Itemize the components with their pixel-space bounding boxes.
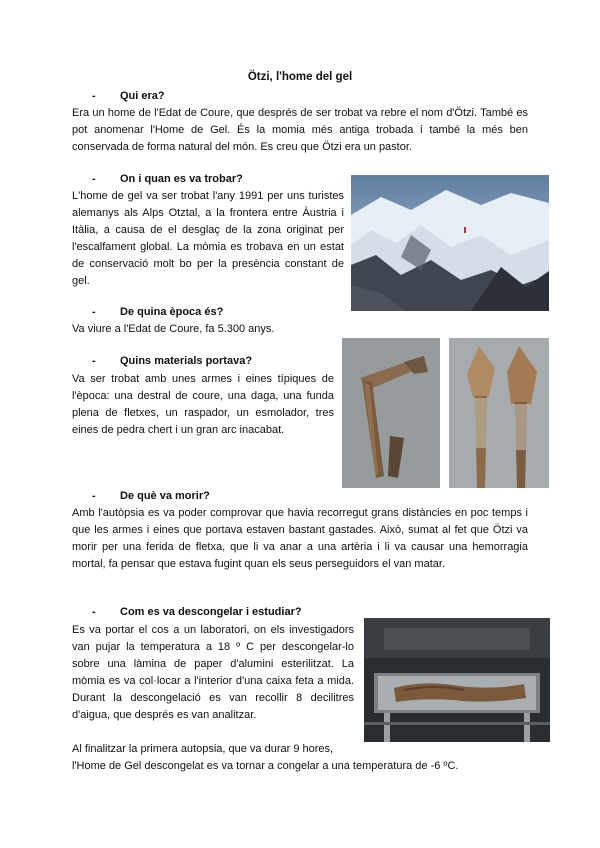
heading-qui-label: Qui era? <box>120 90 165 102</box>
paragraph-descongelar: Es va portar el cos a un laboratori, on els investigadors van pujar la temperatura a 18 º C per descongelar-lo sobre una làmina de paper d'alumini esterilitzat. La mòmia es va col·locar a l'interior d'una caixa feta a mida. Durant la descongelació es van recollir 8 decilitres d'aigua, que després es van analitzar. <box>72 624 354 721</box>
paragraph-autopsia-line1: Al finalitzar la primera autopsia, que va durar 9 hores, <box>72 743 334 755</box>
heading-on-quan <box>92 173 243 185</box>
paragraph-epoca: Va viure a l'Edat de Coure, fa 5.300 anys. <box>72 323 275 335</box>
heading-morir-label: De què va morir? <box>120 490 210 502</box>
flint-dagger-photo <box>449 338 549 488</box>
paragraph-trobar: L'home de gel va ser trobat l'any 1991 per uns turistes alemanys als Alps Otztal, a la frontera entre Àustria i Itàlia, a causa de el desglaç de la zona originat per l'escalfament global. La mòmia es trobava en un estat de conservació molt bo per la presència constant de gel. <box>72 190 344 287</box>
bullet-dash: - <box>92 306 96 318</box>
heading-materials-label: Quins materials portava? <box>120 355 253 367</box>
heading-morir <box>92 490 210 502</box>
heading-epoca-label: De quina època és? <box>120 306 224 318</box>
heading-materials <box>92 355 252 367</box>
heading-quina-epoca <box>92 306 223 318</box>
paragraph-materials: Va ser trobat amb unes armes i eines típiques de l'època: una destral de coure, una daga, una funda plena de fletxes, un raspador, un esmolador, tres eines de pedra chert i un gran arc inacabat. <box>72 373 334 436</box>
copper-axe-photo <box>342 338 440 488</box>
bullet-dash: - <box>92 606 96 618</box>
heading-qui-era <box>92 90 165 102</box>
paragraph-qui-era: Era un home de l'Edat de Coure, que després de ser trobat va rebre el nom d'Ötzi. També es pot anomenar l'Home de Gel. És la momia més antiga trobada i també la més ben conservada de forma natural del món. Es creu que Ötzi era un pastor. <box>72 107 528 153</box>
bullet-dash: - <box>92 490 96 502</box>
page-title: Ötzi, l'home del gel <box>247 71 353 83</box>
heading-trobar-label: On i quan es va trobar? <box>120 173 243 185</box>
bullet-dash: - <box>92 90 96 102</box>
bullet-dash: - <box>92 355 96 367</box>
mummy-lab-photo <box>364 618 550 742</box>
paragraph-morir: Amb l'autòpsia es va poder comprovar que havia recorregut grans distàncies en poc temps i que les armes i eines que portava estaven bastant gastades. Això, sumat al fet que Ötzi va morir per una ferida de fletxa, que li va anar a una artèria i li va causar una hemorragia mortal, fa pensar que estava fugint quan els seus perseguidors el van matar. <box>72 507 528 570</box>
paragraph-autopsia-line2: l'Home de Gel descongelat es va tornar a congelar a una temperatura de -6 ºC. <box>72 760 459 772</box>
heading-descongelar <box>92 606 302 618</box>
alps-mountain-photo <box>351 175 549 311</box>
bullet-dash: - <box>92 173 96 185</box>
heading-descongelar-label: Com es va descongelar i estudiar? <box>120 606 302 618</box>
